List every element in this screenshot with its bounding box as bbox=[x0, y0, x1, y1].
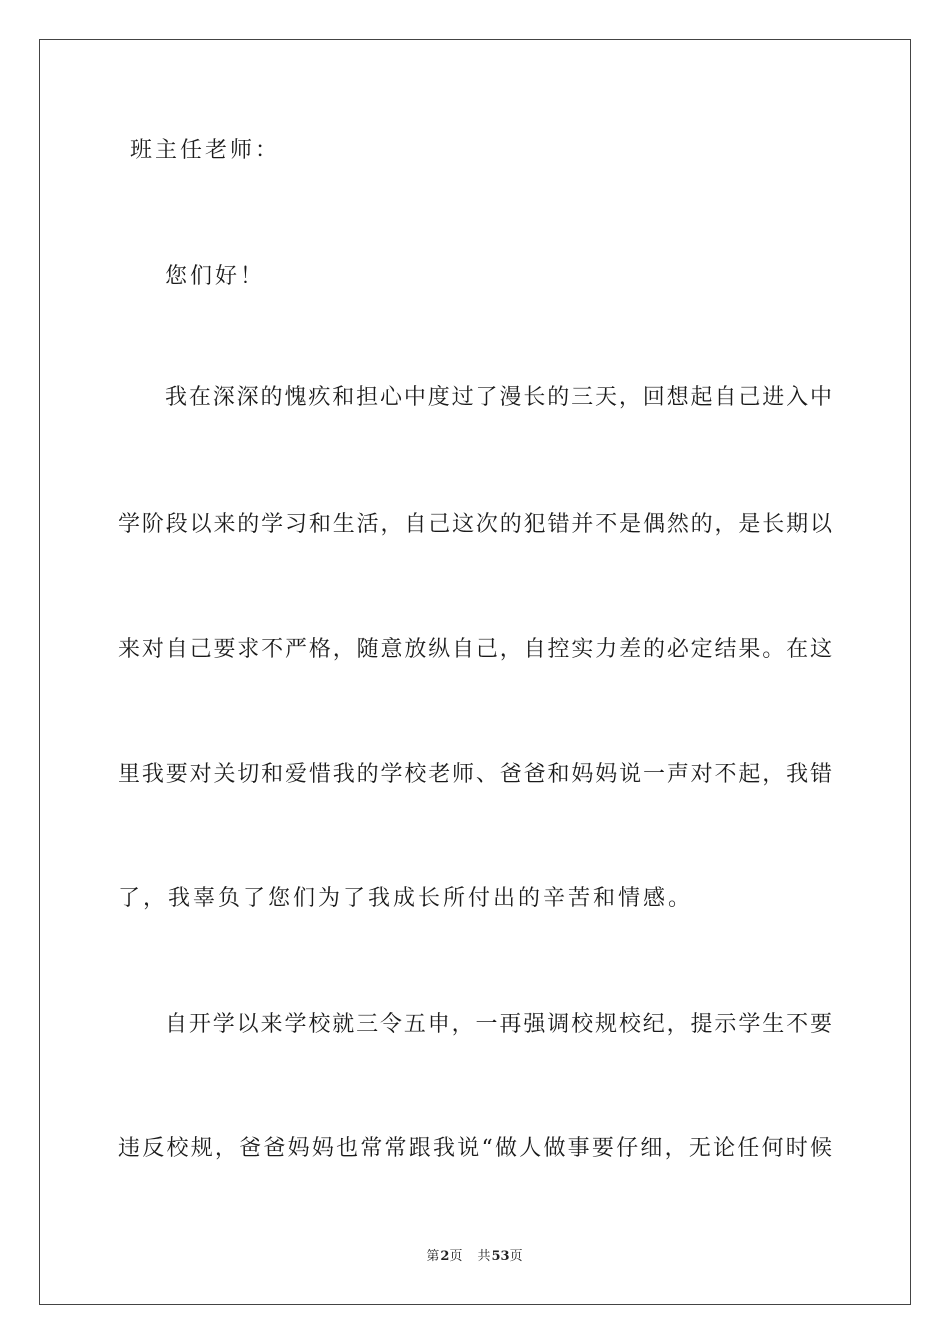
page-prefix: 第 bbox=[426, 1249, 441, 1264]
paragraph-2-line-2: 违反校规，爸爸妈妈也常常跟我说“做人做事要仔细，无论任何时候 bbox=[118, 1136, 832, 1161]
page-suffix: 页 bbox=[449, 1249, 464, 1264]
salutation: 班主任老师： bbox=[130, 138, 281, 163]
paragraph-1-line-1: 我在深深的愧疚和担心中度过了漫长的三天，回想起自己进入中 bbox=[165, 385, 832, 410]
paragraph-2-line-1: 自开学以来学校就三令五申，一再强调校规校纪，提示学生不要 bbox=[165, 1012, 832, 1037]
page-border bbox=[39, 39, 911, 1305]
page-footer bbox=[0, 1248, 950, 1266]
total-suffix: 页 bbox=[509, 1249, 524, 1264]
page-number: 2 bbox=[440, 1249, 450, 1264]
greeting: 您们好！ bbox=[165, 264, 266, 289]
total-pages: 53 bbox=[491, 1249, 510, 1264]
paragraph-1-line-4: 里我要对关切和爱惜我的学校老师、爸爸和妈妈说一声对不起，我错 bbox=[118, 762, 832, 787]
paragraph-1-line-3: 来对自己要求不严格，随意放纵自己，自控实力差的必定结果。在这 bbox=[118, 637, 832, 662]
total-prefix: 共 bbox=[477, 1249, 492, 1264]
paragraph-1-line-2: 学阶段以来的学习和生活，自己这次的犯错并不是偶然的，是长期以 bbox=[118, 512, 832, 537]
paragraph-1-line-5: 了，我辜负了您们为了我成长所付出的辛苦和情感。 bbox=[118, 886, 694, 911]
